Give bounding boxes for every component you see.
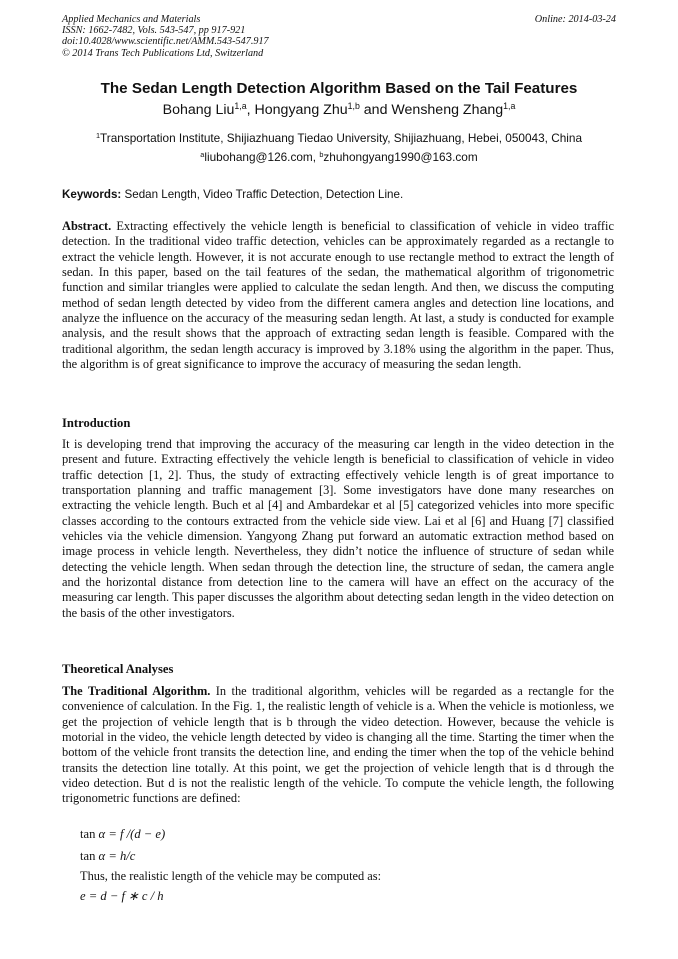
traditional-algorithm-text: In the traditional algorithm, vehicles will be regarded as a rectangle for the convenience of calculation. In the Fig. 1, the realistic length of vehicle is a. When the vehicle is motionless, we get the projection of vehicle length that is b through the video detection. However, because the vehicle is motorial in the video, the vehicle length detected by video is changing all the time. Starting the timer when the bottom of the vehicle front transits the detection line, and ending the timer when the top of the vehicle behind transits the detection line totally. At this point, we get the projection of vehicle length that is d through the video detection. But d is not the realistic length of the vehicle. To compute the vehicle length, the following trigonometric functions are defined: xyxy=(62,684,614,806)
copyright-line: © 2014 Trans Tech Publications Ltd, Switzerland xyxy=(62,47,264,59)
author-name: Wensheng Zhang xyxy=(391,102,504,118)
author-name: Hongyang Zhu xyxy=(254,102,348,118)
email-link[interactable]: zhuhongyang1990@163.com xyxy=(323,150,478,164)
introduction-body: It is developing trend that improving the accuracy of the measuring car length in the video detection in the present and future. Extracting effectively the vehicle length is beneficial to classification of vehicle in video traffic detection [1, 2]. Thus, the study of extracting effectively vehicle length is of great importance to transportation planning and traffic management [3]. Some investigators have done many researches on extracting the vehicle length. Buch et al [4] and Ambardekar et al [5] categorized vehicles into more specific classes according to the contours extracted from the vehicle side view. Lai et al [6] and Huang [7] classified vehicles via the vehicle dimension. Yangyong Zhang put forward an automatic extraction method based on image process in vehicle length. Nevertheless, they didn’t notice the influence of structure of sedan while detecting the vehicle length. When sedan through the detection line, the structure of sedan, the camera angle and the horizontal distance from detection line to the camera will have an effect on the accuracy of the measuring car length. This paper discusses the algorithm about detecting sedan length in the video detection on the basis of the other investigators. xyxy=(62,437,614,620)
equation-3: e = d − f ∗ c / h xyxy=(80,889,164,903)
author-emails: $^a$liubohang@126.com, $^b$zhuhongyang1990@163.com xyxy=(200,149,478,164)
author-affiliation-mark: 1,b xyxy=(347,101,360,112)
author-name: Bohang Liu xyxy=(162,102,235,118)
traditional-algorithm-paragraph xyxy=(62,684,614,807)
affiliation: $^1$Transportation Institute, Shijiazhuang Tiedao University, Shijiazhuang, Hebei, 050043, China xyxy=(95,130,583,145)
keywords-text: Sedan Length, Video Traffic Detection, Detection Line. xyxy=(124,188,404,201)
author-affiliation-mark: 1,a xyxy=(234,101,247,112)
author-list: Bohang Liu$^{1,a}$, Hongyang Zhu$^{1,b}$ and Wensheng Zhang$^{1,a}$ xyxy=(162,101,516,118)
author-affiliation-mark: 1,a xyxy=(503,101,516,112)
online-date: Online: 2014-03-24 xyxy=(534,14,616,25)
section-heading-introduction: Introduction xyxy=(62,416,131,430)
abstract-text: Extracting effectively the vehicle length is beneficial to classification of vehicle in video traffic detection. In the traditional video traffic detection, vehicles can be approximately regarded as a rectangle to extract the vehicle length. However, it is not accurate enough to use rectangle method to extract the length of sedan. In this paper, based on the tail features of the sedan, the mathematical algorithm of trigonometric function and similar triangles were applied to calculate the sedan length. And then, we discuss the computing method of sedan length detected by video from the different camera angles and detection line locations, and analyze the influence on the accuracy of the measuring sedan length. At last, a study is conducted for example analysis, and the result shows that the approach of extracting sedan length is feasible. Compared with the traditional algorithm, the sedan length accuracy is improved by 3.18% using the algorithm in the paper. Thus, the algorithm is of great significance to improve the accuracy of measuring the sedan length. xyxy=(62,219,615,372)
subsection-label: The Traditional Algorithm. xyxy=(62,684,211,698)
journal-header xyxy=(62,14,616,59)
keywords xyxy=(62,188,403,201)
keywords-label: Keywords: xyxy=(62,188,122,201)
abstract-label: Abstract. xyxy=(62,219,112,233)
equation-intro-text: Thus, the realistic length of the vehicle may be computed as: xyxy=(80,869,382,883)
issn-line: ISSN: 1662-7482, Vols. 543-547, pp 917-921 xyxy=(62,25,246,37)
abstract xyxy=(62,219,614,372)
section-heading-theory: Theoretical Analyses xyxy=(62,662,174,676)
paper-title: The Sedan Length Detection Algorithm Based on the Tail Features xyxy=(100,80,578,97)
equation-2: tan α = h/c xyxy=(80,849,136,863)
equation-1: tan α = f /(d − e) xyxy=(80,827,166,841)
journal-name: Applied Mechanics and Materials xyxy=(62,14,201,25)
doi-line[interactable]: doi:10.4028/www.scientific.net/AMM.543-547.917 xyxy=(62,36,269,48)
email-link[interactable]: liubohang@126.com xyxy=(204,150,313,164)
